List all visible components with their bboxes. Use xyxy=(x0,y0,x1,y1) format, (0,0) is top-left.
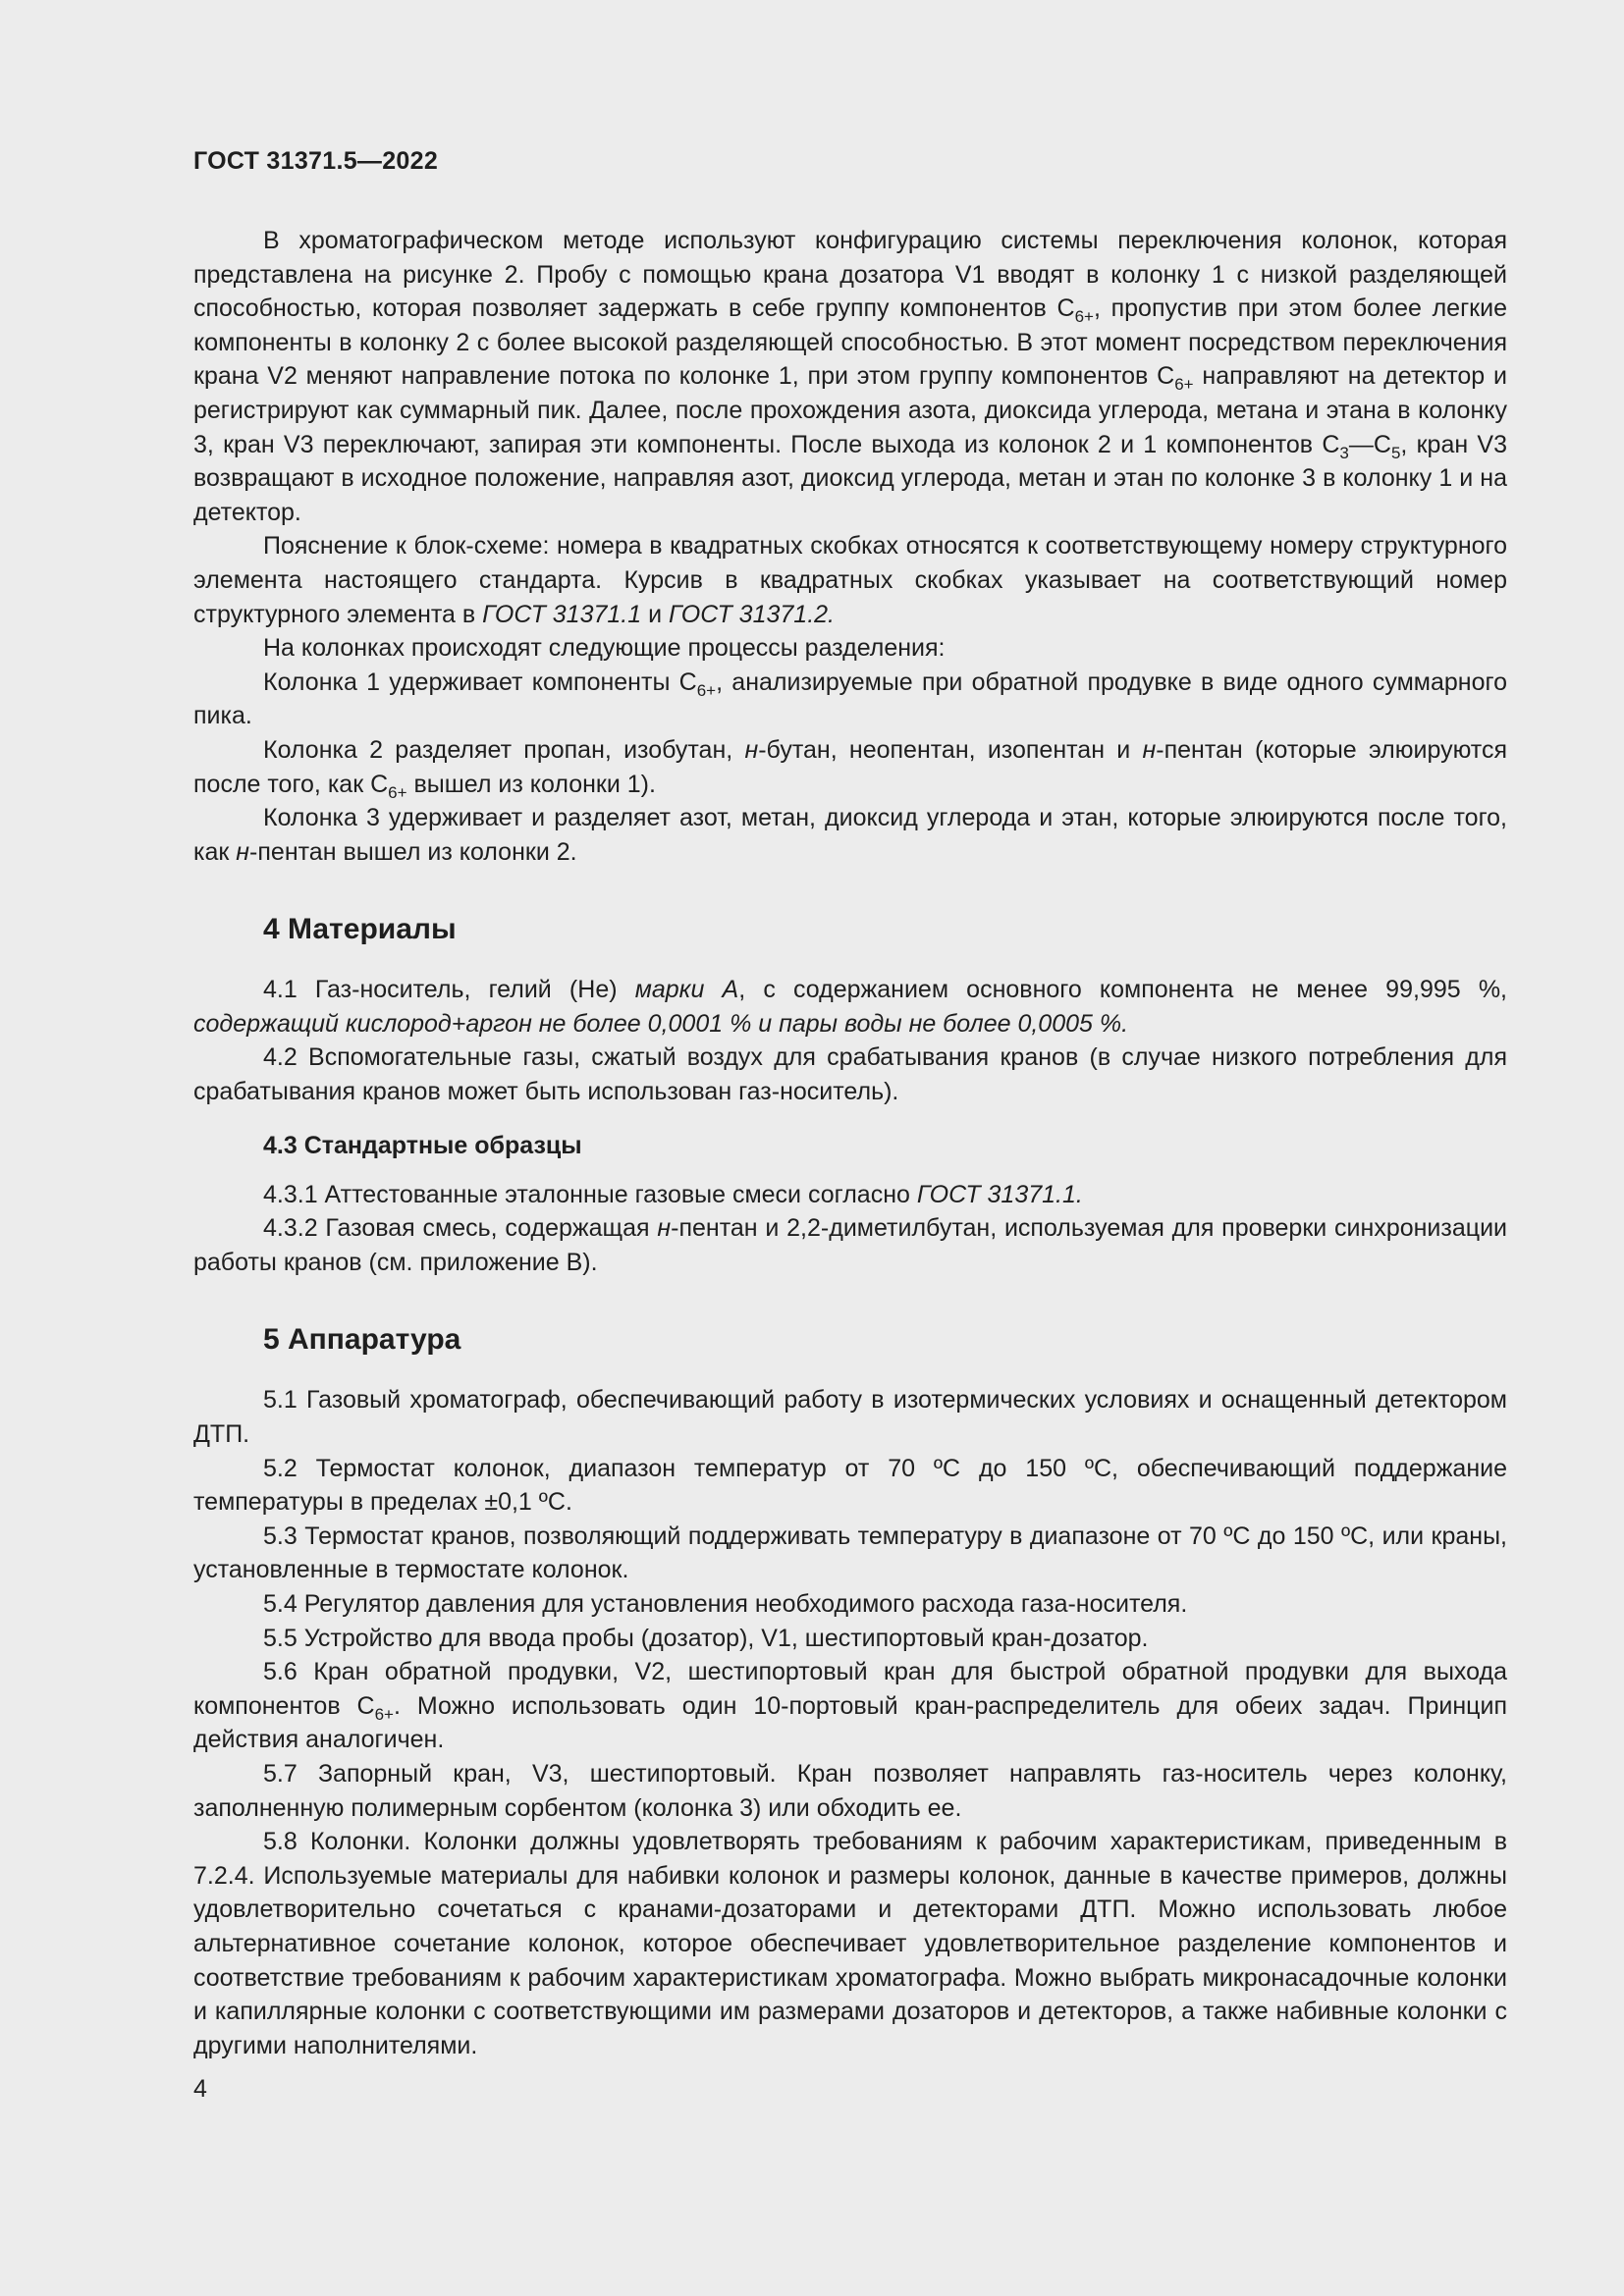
text-segment: , пропустив при этом более легкие компоненты в колонку 2 с более высокой разделяющей способностью. В этот момент посредством переключения крана V2 меняют направление потока по колонке 1, при этом группу компонентов С xyxy=(193,294,1507,391)
paragraph-column-3 xyxy=(193,801,1507,869)
text-segment: , с содержанием основного компонента не менее 99,995 %, xyxy=(738,976,1507,1004)
text-segment: На колонках происходят следующие процессы разделения: xyxy=(263,634,946,663)
text-segment: . Можно использовать один 10-портовый кран-распределитель для обеих задач. Принцип действия аналогичен. xyxy=(193,1691,1507,1754)
italic-text: ГОСТ 31371.2. xyxy=(669,600,835,628)
subscript-text: 6+ xyxy=(1074,307,1094,327)
clause-4-3-1 xyxy=(193,1178,1507,1212)
italic-text: ГОСТ 31371.1 xyxy=(482,600,642,628)
paragraph-separation-intro xyxy=(193,631,1507,666)
text-segment: 5.1 Газовый хроматограф, обеспечивающий работу в изотермических условиях и оснащенный детектором ДТП. xyxy=(193,1386,1507,1449)
text-segment: -бутан, неопентан, изопентан и xyxy=(758,735,1143,764)
clause-4-2 xyxy=(193,1041,1507,1108)
section-4-heading: 4 Материалы xyxy=(263,913,457,946)
text-segment: вышел из колонки 1). xyxy=(406,770,656,798)
clause-5-3 xyxy=(193,1520,1507,1587)
text-segment: —С xyxy=(1348,430,1391,458)
text-segment: 5.5 Устройство для ввода пробы (дозатор), V1, шестипортовый кран-дозатор. xyxy=(263,1624,1149,1652)
subsection-4-3-heading: 4.3 Стандартные образцы xyxy=(263,1131,582,1159)
text-segment: направляют на детектор и регистрируют как суммарный пик. Далее, после прохождения азота, диоксида углерода, метана и этана в колонку 3, кран V3 переключают, запирая эти компоненты. После выхода из колонок 2 и 1 компонентов С xyxy=(193,362,1508,458)
clause-5-1 xyxy=(193,1383,1507,1451)
text-segment: -пентан (которые элюируются после того, как С xyxy=(193,735,1507,798)
italic-text: н xyxy=(744,735,759,764)
text-segment: В хроматографическом методе используют конфигурацию системы переключения колонок, которая представлена на рисунке 2. Пробу с помощью крана дозатора V1 вводят в колонку 1 с низкой разделяющей способностью, которая позволяет задержать в себе группу компонентов С xyxy=(193,227,1507,323)
italic-text: ГОСТ 31371.1. xyxy=(916,1180,1083,1208)
text-segment: 5.2 Термостат колонок, диапазон температур от 70 ºС до 150 ºС, обеспечивающий поддержание температуры в пределах ±0,1 ºС. xyxy=(193,1454,1507,1517)
paragraph-block-scheme-note xyxy=(193,529,1507,631)
clause-5-8 xyxy=(193,1825,1507,2062)
text-segment: , кран V3 возвращают в исходное положение, направляя азот, диоксид углерода, метан и этан по колонке 3 в колонку 1 и на детектор. xyxy=(193,430,1508,526)
italic-text: н xyxy=(1142,735,1157,764)
clause-5-5 xyxy=(193,1622,1507,1656)
clause-5-4 xyxy=(193,1587,1507,1622)
text-segment: 5.8 Колонки. Колонки должны удовлетворять требованиям к рабочим характеристикам, приведенным в 7.2.4. Используемые материалы для набивки колонок и размеры колонок, данные в качестве примеров, должны удовлетворительно сочетаться с кранами-дозаторами и детекторами ДТП. Можно использовать любое альтернативное сочетание колонок, которое обеспечивает удовлетворительное разделение компонентов и соответствие требованиям к рабочим характеристикам хроматографа. Можно выбрать микронасадочные колонки и капиллярные колонки с соответствующими им размерами дозаторов и детекторов, а также набивные колонки с другими наполнителями. xyxy=(193,1828,1507,2059)
subscript-text: 3 xyxy=(1339,443,1349,462)
text-segment: -пентан вышел из колонки 2. xyxy=(249,837,577,866)
italic-text: содержащий кислород+аргон не более 0,0001 % и пары воды не более 0,0005 %. xyxy=(193,1009,1129,1038)
clause-5-2 xyxy=(193,1452,1507,1520)
text-segment: Колонка 1 удерживает компоненты С xyxy=(263,667,697,696)
text-segment: Колонка 2 разделяет пропан, изобутан, xyxy=(263,735,745,764)
clause-4-3-2 xyxy=(193,1211,1507,1279)
page-number: 4 xyxy=(193,2075,207,2103)
italic-text: н xyxy=(657,1214,672,1243)
text-segment: -пентан и 2,2-диметилбутан, используемая для проверки синхронизации работы кранов (см. приложение В). xyxy=(193,1214,1508,1276)
text-segment: Колонка 3 удерживает и разделяет азот, метан, диоксид углерода и этан, которые элюируются после того, как xyxy=(193,804,1507,866)
text-segment: 5.6 Кран обратной продувки, V2, шестипортовый кран для быстрой обратной продувки для выхода компонентов С xyxy=(193,1658,1507,1720)
italic-text: марки А xyxy=(634,976,739,1004)
paragraph-method-description xyxy=(193,224,1507,529)
text-segment: 4.1 Газ-носитель, гелий (Не) xyxy=(263,976,635,1004)
text-segment: Пояснение к блок-схеме: номера в квадратных скобках относятся к соответствующему номеру структурного элемента настоящего стандарта. Курсив в квадратных скобках указывает на соответствующий номер структурного элемента в xyxy=(193,532,1507,628)
page-body xyxy=(193,224,1507,2062)
clause-5-6 xyxy=(193,1655,1507,1757)
text-segment: 5.4 Регулятор давления для установления необходимого расхода газа-носителя. xyxy=(263,1590,1188,1618)
section-5-heading: 5 Аппаратура xyxy=(263,1323,461,1357)
paragraph-column-1 xyxy=(193,666,1507,733)
text-segment: 4.3.2 Газовая смесь, содержащая xyxy=(263,1214,658,1243)
clause-5-7 xyxy=(193,1757,1507,1825)
subscript-text: 6+ xyxy=(696,680,717,700)
clause-4-1 xyxy=(193,973,1507,1041)
subscript-text: 5 xyxy=(1390,443,1401,462)
italic-text: н xyxy=(236,837,250,866)
text-segment: 4.3.1 Аттестованные эталонные газовые смеси согласно xyxy=(263,1180,917,1208)
subscript-text: 6+ xyxy=(1174,375,1194,395)
text-segment: и xyxy=(641,600,670,628)
text-segment: 4.2 Вспомогательные газы, сжатый воздух для срабатывания кранов (в случае низкого потребления для срабатывания кранов может быть использован газ-носитель). xyxy=(193,1043,1507,1106)
subscript-text: 6+ xyxy=(374,1704,394,1724)
paragraph-column-2 xyxy=(193,733,1507,801)
text-segment: 5.3 Термостат кранов, позволяющий поддерживать температуру в диапазоне от 70 ºС до 150 ºС, или краны, установленные в термостате колонок. xyxy=(193,1522,1507,1584)
text-segment: , анализируемые при обратной продувке в виде одного суммарного пика. xyxy=(193,667,1507,730)
document-header: ГОСТ 31371.5—2022 xyxy=(193,147,439,175)
text-segment: 5.7 Запорный кран, V3, шестипортовый. Кран позволяет направлять газ-носитель через колонку, заполненную полимерным сорбентом (колонка 3) или обходить ее. xyxy=(193,1759,1507,1822)
subscript-text: 6+ xyxy=(388,782,407,802)
